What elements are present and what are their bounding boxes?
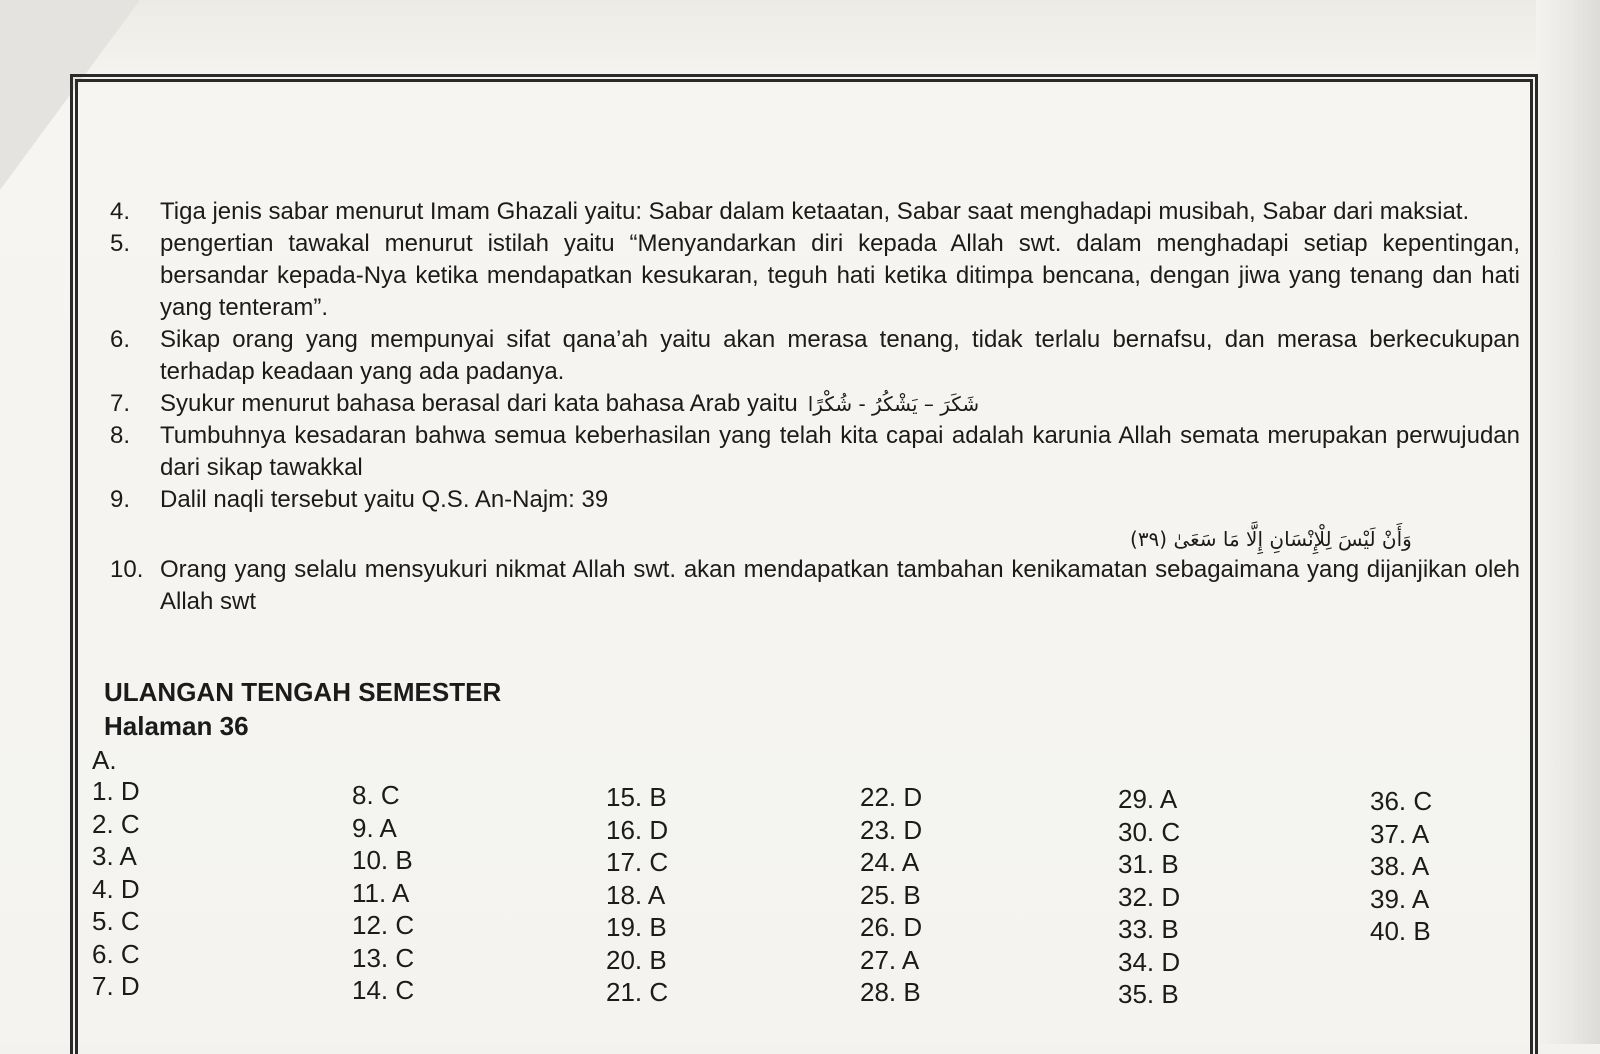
list-item bbox=[110, 324, 1520, 388]
answer-entry: 35. B bbox=[1118, 979, 1179, 1009]
answer-column bbox=[1118, 783, 1318, 1011]
list-item bbox=[110, 484, 1520, 516]
answer-entry: 34. D bbox=[1118, 946, 1181, 977]
page-label: Halaman 36 bbox=[104, 711, 249, 741]
answer-entry: 1. D bbox=[92, 776, 140, 806]
list-item bbox=[110, 554, 1520, 618]
answer-entry: 4. D bbox=[92, 873, 140, 904]
arabic-word: شَكَرَ – يَشْكُرُ - شُكْرًا bbox=[807, 392, 980, 416]
answer-entry: 26. D bbox=[860, 912, 923, 942]
answer-entry: 9. A bbox=[352, 812, 397, 843]
numbered-list bbox=[110, 554, 1520, 618]
answer-entry: 27. A bbox=[860, 944, 920, 975]
answer-entry: 8. C bbox=[352, 780, 400, 810]
answer-column bbox=[92, 775, 292, 1003]
answer-entry: 18. A bbox=[606, 879, 666, 910]
answer-entry: 16. D bbox=[606, 814, 669, 845]
answer-entry: 20. B bbox=[606, 944, 667, 975]
answer-entry: 38. A bbox=[1370, 851, 1430, 881]
answer-entry: 37. A bbox=[1370, 818, 1430, 849]
item-text: Tumbuhnya kesadaran bahwa semua keberhasilan yang telah kita capai adalah karunia Allah semata merupakan perwujudan dari sikap tawakkal bbox=[160, 422, 1520, 481]
answer-explanations bbox=[110, 196, 1520, 618]
answer-entry: 28. B bbox=[860, 977, 921, 1007]
answer-column bbox=[352, 779, 552, 1007]
answer-entry: 30. C bbox=[1118, 816, 1181, 847]
answer-entry: 5. C bbox=[92, 906, 140, 936]
item-number: 4. bbox=[110, 198, 131, 225]
answer-entry: 13. C bbox=[352, 942, 415, 973]
answer-entry: 10. B bbox=[352, 845, 413, 875]
answer-entry: 3. A bbox=[92, 841, 137, 871]
item-text: Tiga jenis sabar menurut Imam Ghazali yaitu: Sabar dalam ketaatan, Sabar saat menghadapi musibah, Sabar dari maksiat. bbox=[160, 198, 1470, 225]
section-title: ULANGAN TENGAH SEMESTER bbox=[104, 677, 502, 707]
answer-entry: 36. C bbox=[1370, 786, 1433, 816]
answer-entry: 17. C bbox=[606, 847, 669, 877]
answer-entry: 12. C bbox=[352, 910, 415, 940]
list-item bbox=[110, 388, 1520, 420]
answer-entry: 7. D bbox=[92, 971, 140, 1001]
answer-entry: 39. A bbox=[1370, 883, 1430, 914]
answer-column bbox=[1370, 785, 1570, 948]
item-number: 6. bbox=[110, 326, 131, 353]
answer-entry: 21. C bbox=[606, 977, 669, 1007]
answer-entry: 14. C bbox=[352, 975, 415, 1005]
answer-entry: 23. D bbox=[860, 814, 923, 845]
answer-entry: 11. A bbox=[352, 877, 410, 908]
list-item bbox=[110, 196, 1520, 228]
answer-entry: 32. D bbox=[1118, 881, 1181, 912]
answer-entry: 15. B bbox=[606, 782, 667, 812]
answer-entry: 29. A bbox=[1118, 784, 1178, 814]
answer-entry: 24. A bbox=[860, 847, 920, 877]
list-item bbox=[110, 420, 1520, 484]
item-text: Syukur menurut bahasa berasal dari kata bahasa Arab yaitu bbox=[160, 390, 798, 417]
answer-entry: 33. B bbox=[1118, 914, 1179, 944]
quran-verse: وَأَنْ لَيْسَ لِلْإِنْسَانِ إِلَّا مَا سَعَىٰ (٣٩) bbox=[1130, 527, 1412, 551]
item-number: 7. bbox=[110, 390, 131, 417]
answer-entry: 22. D bbox=[860, 782, 923, 812]
part-label: A. bbox=[92, 745, 117, 775]
item-text: Orang yang selalu mensyukuri nikmat Allah swt. akan mendapatkan tambahan kenikamatan sebagaimana yang dijanjikan oleh Allah swt bbox=[160, 556, 1520, 615]
item-text: Sikap orang yang mempunyai sifat qana’ah yaitu akan merasa tenang, tidak terlalu bernafsu, dan merasa berkecukupan terhadap keadaan yang ada padanya. bbox=[160, 326, 1520, 385]
item-number: 8. bbox=[110, 422, 131, 449]
answer-column bbox=[860, 781, 1060, 1009]
item-number: 5. bbox=[110, 230, 131, 257]
answer-entry: 19. B bbox=[606, 912, 667, 942]
answer-entry: 2. C bbox=[92, 808, 140, 839]
list-item bbox=[110, 228, 1520, 324]
answer-entry: 25. B bbox=[860, 879, 921, 910]
answer-column bbox=[606, 781, 806, 1009]
item-text: Dalil naqli tersebut yaitu Q.S. An-Najm: 39 bbox=[160, 486, 609, 513]
item-number: 10. bbox=[110, 556, 144, 583]
answer-entry: 6. C bbox=[92, 938, 140, 969]
numbered-list bbox=[110, 196, 1520, 516]
answer-entry: 31. B bbox=[1118, 849, 1179, 879]
answer-key bbox=[92, 775, 1512, 1035]
item-number: 9. bbox=[110, 486, 131, 513]
item-text: pengertian tawakal menurut istilah yaitu “Menyandarkan diri kepada Allah swt. dalam menghadapi setiap kepentingan, bersandar kepada-Nya ketika mendapatkan kesukaran, teguh hati ketika ditimpa bencana, dengan jiwa yang tenang dan hati yang tenteram”. bbox=[160, 230, 1520, 321]
answer-entry: 40. B bbox=[1370, 916, 1431, 946]
